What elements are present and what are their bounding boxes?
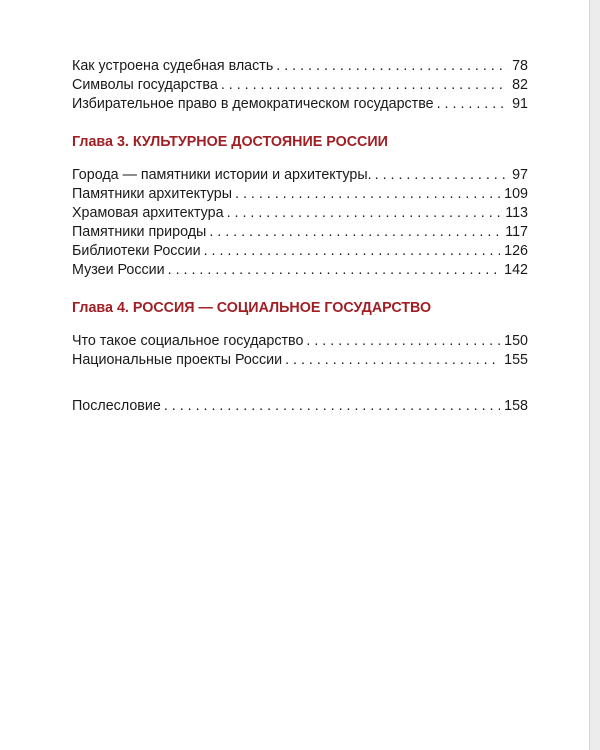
chapter-heading[interactable]: Глава 4. РОССИЯ — СОЦИАЛЬНОЕ ГОСУДАРСТВО: [72, 300, 432, 316]
toc-section: [72, 299, 528, 370]
toc-entry-title: Национальные проекты России: [72, 352, 283, 368]
toc-entry-title: Послесловие: [72, 398, 161, 414]
toc-entry-page: 126: [504, 243, 528, 259]
toc-entry[interactable]: [72, 95, 528, 114]
toc-entry[interactable]: [72, 242, 528, 261]
toc-leader-dots: [165, 261, 500, 280]
toc-entry[interactable]: [72, 166, 528, 185]
toc-leader-dots: [303, 332, 500, 351]
toc-leader-dots: [434, 95, 508, 114]
toc-entry-page: 158: [504, 398, 528, 414]
toc-entry-page: 91: [512, 96, 528, 112]
toc-entry[interactable]: [72, 76, 528, 95]
toc-entry-title: Города — памятники истории и архитектуры.: [72, 167, 372, 183]
toc-entry-page: 78: [512, 58, 528, 74]
toc-entry[interactable]: [72, 261, 528, 280]
toc-entry-page: 113: [505, 205, 528, 221]
toc-leader-dots: [201, 242, 501, 261]
chapter-heading[interactable]: Глава 3. КУЛЬТУРНОЕ ДОСТОЯНИЕ РОССИИ: [72, 134, 388, 150]
toc-entry-page: 97: [512, 167, 528, 183]
toc-entry-title: Что такое социальное государство: [72, 333, 304, 349]
toc-leader-dots: [282, 351, 500, 370]
toc-entry-page: 117: [505, 224, 528, 240]
toc-entry-title: Как устроена судебная власть: [72, 58, 274, 74]
toc-entry-title: Символы государства: [72, 77, 218, 93]
toc-leader-dots: [372, 166, 508, 185]
toc-entry-title: Избирательное право в демократическом государстве: [72, 96, 434, 112]
toc-entry-title: Памятники архитектуры: [72, 186, 232, 202]
toc-entry-title: Библиотеки России: [72, 243, 201, 259]
toc-entry-page: 155: [504, 352, 528, 368]
toc-entry-title: Памятники природы: [72, 224, 207, 240]
toc-entry[interactable]: [72, 351, 528, 370]
toc-leader-dots: [224, 204, 502, 223]
toc-leader-dots: [206, 223, 501, 242]
toc-entry-page: 142: [504, 262, 528, 278]
toc-entry-title: Музеи России: [72, 262, 165, 278]
toc-leader-dots: [232, 185, 500, 204]
toc-section: [72, 133, 528, 280]
toc-entry[interactable]: [72, 223, 528, 242]
toc-entry[interactable]: [72, 332, 528, 351]
table-of-contents: [72, 57, 528, 416]
toc-entry[interactable]: [72, 204, 528, 223]
toc-entry[interactable]: [72, 57, 528, 76]
toc-leader-dots: [161, 397, 500, 416]
toc-entry[interactable]: [72, 397, 528, 416]
toc-section: [72, 397, 528, 416]
toc-section: [72, 57, 528, 114]
toc-entry-page: 109: [504, 186, 528, 202]
page-edge: [590, 0, 600, 750]
toc-leader-dots: [218, 76, 508, 95]
toc-entry[interactable]: [72, 185, 528, 204]
toc-entry-title: Храмовая архитектура: [72, 205, 224, 221]
toc-leader-dots: [273, 57, 508, 76]
toc-entry-page: 150: [504, 333, 528, 349]
toc-entry-page: 82: [512, 77, 528, 93]
